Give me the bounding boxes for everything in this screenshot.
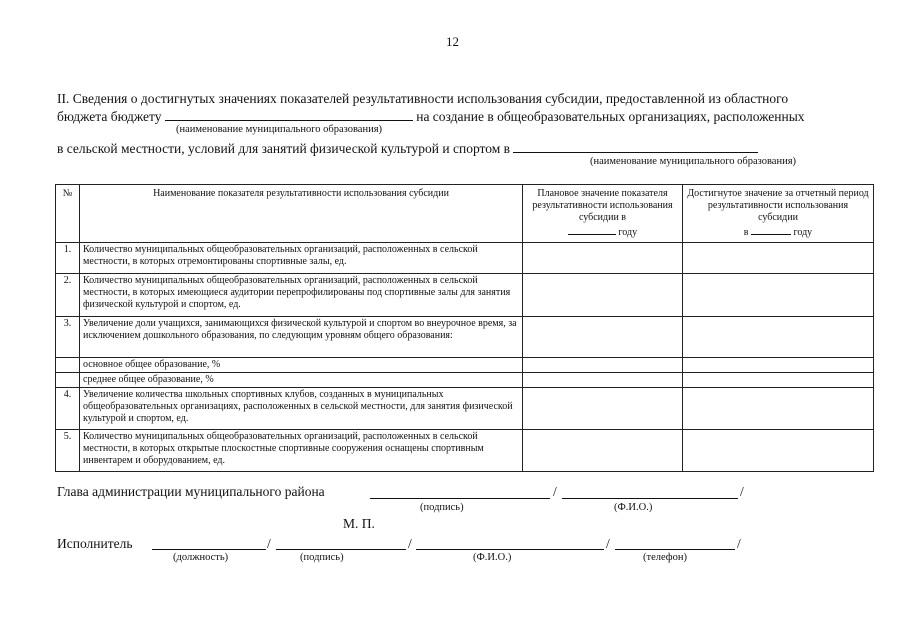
separator-slash: /	[737, 536, 741, 551]
page-number: 12	[446, 34, 459, 49]
row-indicator: Количество муниципальных общеобразовательных организаций, расположенных в сельской местности, в которых открытые плоскостные спортивные сооружения оснащены спортивным инвентарем и оборудованием, ед.	[80, 430, 523, 472]
achieved-year-blank	[751, 224, 791, 235]
row-achieved-cell	[683, 317, 874, 358]
municipality-blank-2	[513, 140, 758, 153]
separator-slash: /	[408, 536, 412, 551]
table-row	[56, 274, 874, 317]
indicators-table	[55, 184, 874, 472]
table-header-row	[56, 185, 874, 243]
row-number: 4.	[56, 388, 80, 430]
row-achieved-cell	[683, 388, 874, 430]
header-achieved-year: году	[793, 227, 813, 238]
executor-name-line	[416, 549, 604, 550]
heading-line-2	[57, 108, 805, 125]
table-row	[56, 373, 874, 388]
row-indicator: Увеличение количества школьных спортивных клубов, созданных в муниципальных общеобразовательных организациях, расположенных в сельской местности, для занятия физической культурой и спортом, ед.	[80, 388, 523, 430]
header-indicator-name: Наименование показателя результативности использования субсидии	[80, 185, 523, 243]
row-achieved-cell	[683, 243, 874, 274]
row-achieved-cell	[683, 430, 874, 472]
head-of-administration-label: Глава администрации муниципального района	[57, 484, 325, 499]
row-indicator: Количество муниципальных общеобразовательных организаций, расположенных в сельской местности, в которых имеющиеся аудитории перепрофилированы под спортивные залы для занятия физической культурой и спортом, ед.	[80, 274, 523, 317]
row-planned-cell	[523, 317, 683, 358]
heading-line-1: II. Сведения о достигнутых значениях показателей результативности использования субсидии, предоставленной из областного	[57, 91, 789, 106]
executor-label: Исполнитель	[57, 536, 133, 551]
header-achieved-value	[683, 185, 874, 243]
header-achieved-in: в	[743, 227, 749, 238]
table-row	[56, 243, 874, 274]
table-row	[56, 317, 874, 358]
row-indicator: основное общее образование, %	[80, 358, 523, 373]
heading-line-2-end: на создание в общеобразовательных организациях, расположенных	[416, 109, 805, 124]
row-planned-cell	[523, 358, 683, 373]
row-achieved-cell	[683, 274, 874, 317]
separator-slash: /	[553, 484, 557, 499]
row-indicator: среднее общее образование, %	[80, 373, 523, 388]
table-row	[56, 388, 874, 430]
caption-signature: (подпись)	[300, 552, 344, 563]
row-planned-cell	[523, 388, 683, 430]
separator-slash: /	[267, 536, 271, 551]
header-achieved-text: Достигнутое значение за отчетный период результативности использования субсидии	[687, 188, 869, 223]
row-planned-cell	[523, 430, 683, 472]
header-planned-text: Плановое значение показателя результативности использования субсидии в	[532, 188, 673, 223]
caption-phone: (телефон)	[643, 552, 687, 563]
header-planned-value	[523, 185, 683, 243]
row-planned-cell	[523, 243, 683, 274]
caption-municipality-1: (наименование муниципального образования)	[176, 124, 383, 135]
stamp-place: М. П.	[343, 516, 375, 531]
municipality-blank-1	[165, 108, 413, 121]
row-indicator: Увеличение доли учащихся, занимающихся физической культурой и спортом во внеурочное время, за исключением дошкольного образования, по следующим уровням общего образования:	[80, 317, 523, 358]
caption-signature: (подпись)	[420, 502, 464, 513]
executor-signature-line	[276, 549, 406, 550]
header-planned-year: году	[618, 227, 638, 238]
table-row	[56, 358, 874, 373]
table-row	[56, 430, 874, 472]
row-number: 5.	[56, 430, 80, 472]
caption-full-name: (Ф.И.О.)	[473, 552, 512, 563]
head-name-line	[562, 498, 738, 499]
row-number: 2.	[56, 274, 80, 317]
head-signature-line	[370, 498, 550, 499]
row-number	[56, 358, 80, 373]
separator-slash: /	[740, 484, 744, 499]
caption-full-name: (Ф.И.О.)	[614, 502, 653, 513]
row-achieved-cell	[683, 373, 874, 388]
caption-municipality-2: (наименование муниципального образования)	[590, 156, 797, 167]
row-indicator: Количество муниципальных общеобразовательных организаций, расположенных в сельской местности, в которых отремонтированы спортивные залы, ед.	[80, 243, 523, 274]
heading-line-2-start: бюджета бюджету	[57, 109, 162, 124]
row-planned-cell	[523, 373, 683, 388]
caption-position: (должность)	[173, 552, 229, 563]
header-num: №	[56, 185, 80, 243]
planned-year-blank	[568, 224, 616, 235]
row-number: 1.	[56, 243, 80, 274]
row-number	[56, 373, 80, 388]
heading-line-3-text: в сельской местности, условий для занятий физической культурой и спортом в	[57, 141, 511, 156]
row-number: 3.	[56, 317, 80, 358]
row-achieved-cell	[683, 358, 874, 373]
executor-phone-line	[615, 549, 735, 550]
heading-line-3	[57, 140, 758, 157]
row-planned-cell	[523, 274, 683, 317]
executor-position-line	[152, 549, 266, 550]
separator-slash: /	[606, 536, 610, 551]
